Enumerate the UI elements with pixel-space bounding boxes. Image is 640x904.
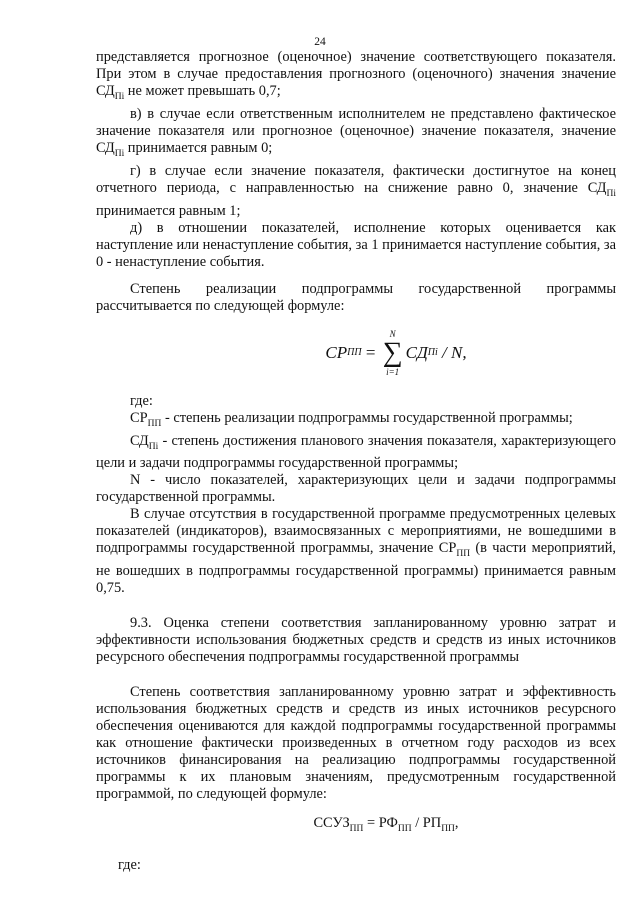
text-fragment: принимается равным 0; [124, 139, 273, 156]
where-label-2: где: [118, 857, 141, 874]
text-line: представляется прогнозное (оценочное) значение соответствующего показателя. [96, 49, 616, 65]
text-line: При этом в случае предоставления прогнозного (оценочного) значения значение [96, 66, 616, 82]
text-fragment: СД [130, 432, 149, 449]
definition-sr [96, 410, 616, 433]
formula-term-sub: Пі [427, 347, 438, 359]
subscript: Пі [148, 441, 159, 452]
page-number: 24 [314, 36, 326, 48]
text-fragment: (в части мероприятий, не вошедших в подпрограммы государственной программы) принимается равным 0,75. [96, 540, 616, 597]
definition-sd [96, 433, 616, 473]
formula-term: СД [405, 343, 428, 363]
formula-rest: / N, [437, 343, 467, 363]
subscript: Пі [114, 91, 125, 102]
text-fragment: - степень реализации подпрограммы государственной программы; [161, 409, 573, 426]
sum-lower-limit: i=1 [386, 366, 400, 377]
paragraph-absent-indicators [96, 506, 616, 597]
text-fragment: СР [130, 409, 148, 426]
text-fragment: В случае отсутствия в государственной программе предусмотренных целевых показателей (индикаторов), взаимосвязанных с мероприятиями, не вошедшими в подпрограммы государственной программы, значение СР [96, 506, 616, 557]
subscript: Пі [114, 148, 125, 159]
formula-lhs: СР [325, 343, 348, 363]
paragraph-formula-intro: Степень реализации подпрограммы государственной программы рассчитывается по следующей формуле: [96, 280, 616, 314]
text-fragment: принимается равным 1; [96, 202, 241, 219]
text-fragment: г) в случае если значение показателя, фактически достигнутое на конец отчетного периода, с направленностью на снижение равно 0, значение СД [96, 162, 616, 196]
formula-sr [96, 321, 616, 385]
subscript: ПП [147, 418, 162, 429]
paragraph-d: д) в отношении показателей, исполнение которых оценивается как наступление или ненаступление события, за 1 принимается наступление события, за 0 - ненаступление события. [96, 219, 616, 270]
text-fragment: - степень достижения планового значения показателя, характеризующего цели и задачи подпрограммы государственной программы; [96, 432, 616, 472]
text-fragment: СД [96, 139, 115, 156]
paragraph-degree: Степень соответствия запланированному уровню затрат и эффективность использования бюджетных средств и средств из иных источников ресурсного обеспечения оцениваются для каждой подпрограммы государственной программы как отношение фактически произведенных в отчетном году расходов из всех источников финансирования на реализацию подпрограммы государственной программы к их плановым значениям, предусмотренным государственной программой, по следующей формуле: [96, 684, 616, 803]
definition-n: N - число показателей, характеризующих цели и задачи подпрограммы государственной программы. [96, 472, 616, 506]
formula-ssuz [96, 815, 616, 837]
formula-part: ССУЗ [313, 815, 350, 832]
formula-lhs-sub: ПП [347, 347, 362, 359]
formula-part: , [454, 815, 459, 832]
paragraph-continuation [96, 49, 616, 106]
formula-sub: ПП [441, 824, 455, 835]
text-fragment: не может превышать 0,7; [124, 83, 281, 99]
formula-sub: ПП [349, 824, 364, 835]
paragraph-v [96, 106, 616, 163]
formula-sub: ПП [397, 824, 412, 835]
sum-upper-limit: N [389, 328, 396, 339]
subscript: Пі [606, 188, 616, 199]
subscript: ПП [456, 549, 471, 560]
sum-operator [383, 329, 403, 377]
formula-part: / РП [411, 815, 442, 832]
document-body [96, 49, 616, 874]
formula-eq: = [361, 343, 380, 363]
text-fragment: СД [96, 83, 115, 99]
formula-part: = РФ [363, 815, 398, 832]
where-label: где: [130, 392, 153, 409]
section-heading-9-3: 9.3. Оценка степени соответствия запланированному уровню затрат и эффективности использования бюджетных средств и средств из иных источников ресурсного обеспечения подпрограммы государственной программы [96, 615, 616, 666]
sigma-symbol: ∑ [382, 336, 403, 368]
paragraph-g [96, 163, 616, 220]
text-fragment: в) в случае если ответственным исполнителем не представлено фактическое значение показателя или прогнозное (оценочное) значение показателя, значение [96, 105, 616, 139]
